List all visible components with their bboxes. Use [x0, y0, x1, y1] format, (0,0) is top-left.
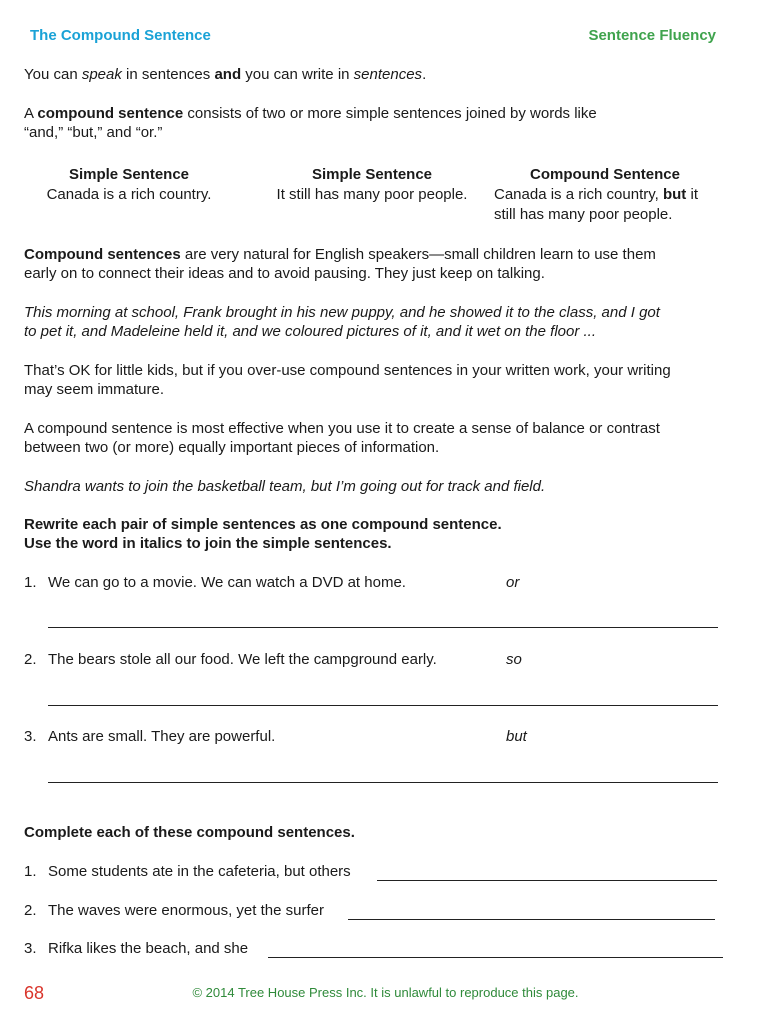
table-column-simple-2 [256, 165, 488, 205]
intro-text: and [214, 66, 242, 83]
effective-line: A compound sentence is most effective when you use it to create a sense of balance or contrast [24, 420, 660, 437]
section-title: Sentence Fluency [588, 27, 716, 44]
item-text: We can go to a movie. We can watch a DVD at home. [48, 574, 406, 591]
intro-paragraph [24, 65, 724, 84]
natural-text: are very natural for English speakers—small children learn to use them [180, 246, 656, 263]
intro-text: in sentences [121, 66, 215, 83]
item-text: The waves were enormous, yet the surfer [48, 902, 324, 919]
page-title: The Compound Sentence [30, 27, 211, 44]
rewrite-instructions [24, 515, 724, 553]
item-text: Some students ate in the cafeteria, but others [48, 863, 351, 880]
column-text: Canada is a rich country. [46, 186, 212, 203]
complete-item [24, 901, 724, 921]
natural-text: early on to connect their ideas and to avoid pausing. They just keep on talking. [24, 265, 545, 282]
definition-term: compound sentence [37, 105, 184, 122]
rewrite-item [24, 573, 724, 593]
item-number: 2. [24, 651, 37, 668]
definition-text: consists of two or more simple sentences joined by words like [183, 105, 597, 122]
complete-instructions: Complete each of these compound sentences. [24, 824, 355, 841]
rewrite-item [24, 727, 724, 747]
intro-text: you can write in [241, 66, 354, 83]
ok-line: That’s OK for little kids, but if you over-use compound sentences in your written work, your writing [24, 362, 671, 379]
definition-text: A [24, 105, 38, 122]
instruction-line: Use the word in italics to join the simple sentences. [24, 535, 392, 552]
completion-line-3[interactable] [268, 957, 723, 958]
ok-paragraph [24, 361, 724, 399]
natural-paragraph [24, 245, 724, 283]
rewrite-item [24, 650, 724, 670]
copyright-notice: © 2014 Tree House Press Inc. It is unlawful to reproduce this page. [192, 985, 579, 1000]
item-number: 3. [24, 728, 37, 745]
column-text-part: Canada is a rich country, [494, 186, 663, 203]
item-text: The bears stole all our food. We left the campground early. [48, 651, 437, 668]
intro-text: You can [24, 66, 82, 83]
example-shandra: Shandra wants to join the basketball team, but I’m going out for track and field. [24, 478, 546, 495]
natural-term: Compound sentences [24, 246, 181, 263]
column-text [494, 185, 726, 205]
column-text: It still has many poor people. [276, 186, 468, 203]
example-line: This morning at school, Frank brought in his new puppy, and he showed it to the class, and I got [24, 304, 660, 321]
example-kid-paragraph [24, 303, 724, 341]
item-join-word: so [506, 651, 522, 668]
item-join-word: but [506, 728, 527, 745]
completion-line-1[interactable] [377, 880, 717, 881]
item-text: Ants are small. They are powerful. [48, 728, 276, 745]
item-number: 2. [24, 902, 37, 919]
item-join-word: or [506, 574, 520, 591]
intro-text: speak [81, 66, 122, 83]
item-text: Rifka likes the beach, and she [48, 940, 249, 957]
ok-line: may seem immature. [24, 381, 165, 398]
instruction-line: Rewrite each pair of simple sentences as one compound sentence. [24, 516, 502, 533]
example-line: to pet it, and Madeleine held it, and we coloured pictures of it, and it wet on the floor ... [24, 323, 597, 340]
answer-line-3[interactable] [48, 782, 718, 783]
table-column-simple-1 [24, 165, 234, 205]
page-number: 68 [24, 983, 45, 1003]
column-text-conjunction: but [662, 186, 687, 203]
column-heading: Compound Sentence [529, 166, 680, 183]
complete-item [24, 939, 724, 959]
answer-line-1[interactable] [48, 627, 718, 628]
definition-text: “and,” “but,” and “or.” [24, 124, 163, 141]
complete-item [24, 862, 724, 882]
intro-text: sentences [353, 66, 423, 83]
table-column-compound [494, 165, 726, 225]
definition-paragraph [24, 104, 724, 142]
answer-line-2[interactable] [48, 705, 718, 706]
effective-paragraph [24, 419, 724, 457]
item-number: 1. [24, 863, 37, 880]
column-heading: Simple Sentence [68, 166, 190, 183]
item-number: 3. [24, 940, 37, 957]
effective-line: between two (or more) equally important pieces of information. [24, 439, 440, 456]
item-number: 1. [24, 574, 37, 591]
column-text: still has many poor people. [494, 206, 673, 223]
completion-line-2[interactable] [348, 919, 715, 920]
column-text-part: it [686, 186, 698, 203]
column-heading: Simple Sentence [311, 166, 433, 183]
intro-text: . [422, 66, 427, 83]
